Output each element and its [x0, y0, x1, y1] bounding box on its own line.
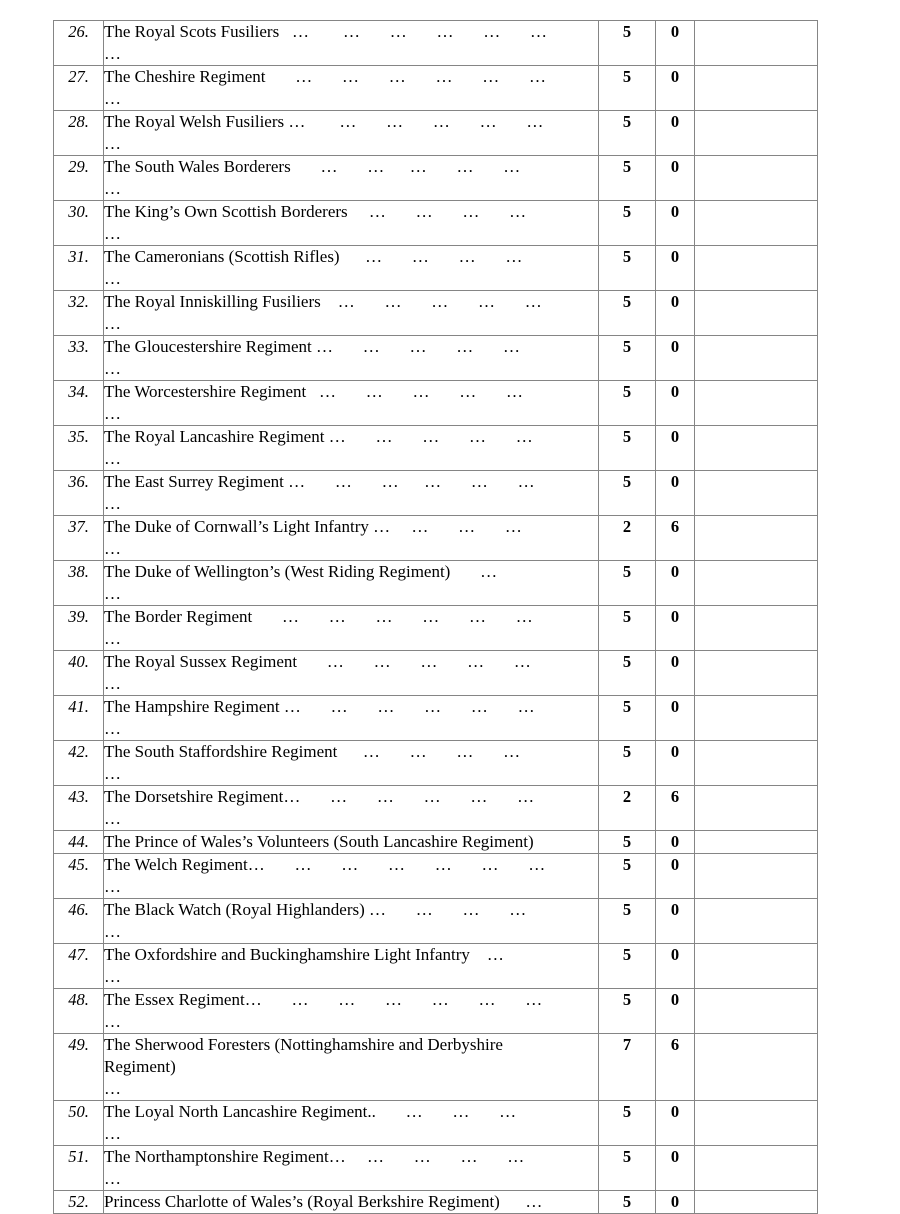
- regiment-name-text: The Cheshire Regiment: [104, 67, 266, 86]
- regiment-name: [104, 854, 599, 899]
- row-number: 48.: [54, 989, 104, 1034]
- value-primary: 2: [599, 516, 656, 561]
- leader-dots: … … … … … …: [261, 990, 543, 1009]
- value-primary: 5: [599, 561, 656, 606]
- notes-cell: [695, 246, 818, 291]
- regiment-name: [104, 471, 599, 516]
- row-number: 33.: [54, 336, 104, 381]
- value-secondary: 0: [656, 246, 695, 291]
- regiment-name: [104, 786, 599, 831]
- leader-dots: …: [450, 562, 498, 581]
- regiment-name: [104, 156, 599, 201]
- leader-dots-tail: …: [104, 404, 121, 423]
- row-number: 34.: [54, 381, 104, 426]
- leader-dots: … … … … …: [320, 292, 542, 311]
- value-primary: 5: [599, 66, 656, 111]
- regiment-name-text: The Border Regiment: [104, 607, 253, 626]
- row-number: 44.: [54, 831, 104, 854]
- leader-dots-tail: …: [104, 134, 121, 153]
- value-secondary: 0: [656, 944, 695, 989]
- leader-dots-tail: …: [104, 1079, 121, 1098]
- row-number: 47.: [54, 944, 104, 989]
- value-secondary: 6: [656, 786, 695, 831]
- value-primary: 5: [599, 854, 656, 899]
- value-secondary: 0: [656, 899, 695, 944]
- regiment-name: [104, 831, 599, 854]
- notes-cell: [695, 66, 818, 111]
- leader-dots: … … … …: [345, 427, 533, 446]
- leader-dots: … … … …: [339, 247, 523, 266]
- value-primary: 5: [599, 651, 656, 696]
- leader-dots-tail: …: [104, 1169, 121, 1188]
- value-secondary: 0: [656, 426, 695, 471]
- notes-cell: [695, 854, 818, 899]
- value-secondary: 6: [656, 1034, 695, 1101]
- regiment-name-text: The Duke of Wellington’s (West Riding Regiment): [104, 562, 451, 581]
- regiment-name: [104, 651, 599, 696]
- leader-dots: … … … … …: [305, 472, 535, 491]
- value-primary: 7: [599, 1034, 656, 1101]
- leader-dots-tail: …: [104, 809, 121, 828]
- value-primary: 5: [599, 989, 656, 1034]
- regiment-name-text: The Cameronians (Scottish Rifles): [104, 247, 340, 266]
- regiment-name-text: The Essex Regiment…: [104, 990, 262, 1009]
- row-number: 32.: [54, 291, 104, 336]
- leader-dots-tail: …: [104, 449, 121, 468]
- leader-dots: … … … … …: [300, 787, 535, 806]
- regiment-name-text: The Prince of Wales’s Volunteers (South Lancashire Regiment): [104, 832, 534, 851]
- regiment-name: [104, 1034, 599, 1101]
- table-row: [54, 156, 818, 201]
- regiment-name: [104, 561, 599, 606]
- row-number: 37.: [54, 516, 104, 561]
- regiment-name: [104, 201, 599, 246]
- value-primary: 5: [599, 291, 656, 336]
- table-row: [54, 21, 818, 66]
- table-row: [54, 336, 818, 381]
- notes-cell: [695, 944, 818, 989]
- row-number: 29.: [54, 156, 104, 201]
- value-primary: 5: [599, 201, 656, 246]
- value-secondary: 0: [656, 741, 695, 786]
- table-row: [54, 246, 818, 291]
- leader-dots-tail: …: [104, 719, 121, 738]
- leader-dots-tail: …: [104, 89, 121, 108]
- regiment-name-text-continued: Regiment): [104, 1057, 176, 1076]
- regiment-name-text: The Royal Sussex Regiment: [104, 652, 298, 671]
- value-secondary: 0: [656, 696, 695, 741]
- regiment-name-text: The Royal Scots Fusiliers: [104, 22, 280, 41]
- row-number: 27.: [54, 66, 104, 111]
- value-secondary: 0: [656, 381, 695, 426]
- regiment-name: [104, 944, 599, 989]
- table-row: [54, 471, 818, 516]
- regiment-name: [104, 246, 599, 291]
- value-primary: 5: [599, 471, 656, 516]
- leader-dots: … … … …: [337, 742, 521, 761]
- notes-cell: [695, 381, 818, 426]
- value-secondary: 0: [656, 291, 695, 336]
- leader-dots-tail: …: [104, 967, 121, 986]
- value-primary: 5: [599, 1101, 656, 1146]
- row-number: 40.: [54, 651, 104, 696]
- notes-cell: [695, 471, 818, 516]
- row-number: 39.: [54, 606, 104, 651]
- regiment-name-text: The South Wales Borderers: [104, 157, 291, 176]
- value-primary: 5: [599, 741, 656, 786]
- leader-dots-tail: …: [104, 539, 121, 558]
- regiment-name: [104, 1191, 599, 1214]
- value-secondary: 0: [656, 336, 695, 381]
- value-primary: 2: [599, 786, 656, 831]
- table-row: [54, 1101, 818, 1146]
- value-secondary: 0: [656, 156, 695, 201]
- table-row: [54, 696, 818, 741]
- notes-cell: [695, 291, 818, 336]
- row-number: 30.: [54, 201, 104, 246]
- notes-cell: [695, 1101, 818, 1146]
- notes-cell: [695, 1034, 818, 1101]
- notes-cell: [695, 561, 818, 606]
- notes-cell: [695, 201, 818, 246]
- notes-cell: [695, 989, 818, 1034]
- leader-dots-tail: …: [104, 764, 121, 783]
- leader-dots: … … … … … …: [264, 855, 546, 874]
- row-number: 35.: [54, 426, 104, 471]
- leader-dots: … … … … …: [300, 697, 535, 716]
- value-secondary: 0: [656, 1191, 695, 1214]
- value-primary: 5: [599, 246, 656, 291]
- notes-cell: [695, 1146, 818, 1191]
- value-secondary: 0: [656, 471, 695, 516]
- value-secondary: 0: [656, 831, 695, 854]
- regiment-name: [104, 66, 599, 111]
- regiment-name: [104, 741, 599, 786]
- notes-cell: [695, 336, 818, 381]
- table-row: [54, 989, 818, 1034]
- notes-cell: [695, 696, 818, 741]
- value-secondary: 0: [656, 1101, 695, 1146]
- notes-cell: [695, 606, 818, 651]
- regiment-listing-table: [53, 20, 818, 1214]
- leader-dots: …: [499, 1192, 543, 1211]
- row-number: 46.: [54, 899, 104, 944]
- leader-dots-tail: …: [104, 359, 121, 378]
- regiment-name-text: The Sherwood Foresters (Nottinghamshire and Derbyshire: [104, 1035, 503, 1054]
- table-row: [54, 1191, 818, 1214]
- value-primary: 5: [599, 831, 656, 854]
- leader-dots-tail: …: [104, 44, 121, 63]
- leader-dots: … … …: [390, 517, 522, 536]
- regiment-name: [104, 381, 599, 426]
- table-row: [54, 651, 818, 696]
- value-primary: 5: [599, 1146, 656, 1191]
- table-row: [54, 899, 818, 944]
- regiment-name-text: The Duke of Cornwall’s Light Infantry …: [104, 517, 391, 536]
- notes-cell: [695, 111, 818, 156]
- notes-cell: [695, 516, 818, 561]
- leader-dots-tail: …: [104, 179, 121, 198]
- leader-dots: … … … …: [347, 202, 527, 221]
- value-secondary: 0: [656, 21, 695, 66]
- table-row: [54, 741, 818, 786]
- row-number: 26.: [54, 21, 104, 66]
- leader-dots-tail: …: [104, 314, 121, 333]
- value-secondary: 0: [656, 201, 695, 246]
- leader-dots: … … … … …: [290, 157, 521, 176]
- leader-dots-tail: …: [104, 877, 121, 896]
- regiment-name-text: The Royal Welsh Fusiliers …: [104, 112, 306, 131]
- leader-dots-tail: …: [104, 1124, 121, 1143]
- leader-dots-tail: …: [104, 584, 121, 603]
- regiment-name: [104, 111, 599, 156]
- notes-cell: [695, 786, 818, 831]
- regiment-name-text: The King’s Own Scottish Borderers: [104, 202, 348, 221]
- table-row: [54, 381, 818, 426]
- regiment-name-text: The Hampshire Regiment …: [104, 697, 301, 716]
- regiment-name: [104, 336, 599, 381]
- leader-dots: … … … … … …: [265, 67, 546, 86]
- row-number: 49.: [54, 1034, 104, 1101]
- notes-cell: [695, 426, 818, 471]
- leader-dots-tail: …: [104, 494, 121, 513]
- leader-dots: … … … …: [345, 1147, 525, 1166]
- table-row: [54, 66, 818, 111]
- table-row: [54, 1034, 818, 1101]
- value-secondary: 6: [656, 516, 695, 561]
- row-number: 45.: [54, 854, 104, 899]
- regiment-name-text: The South Staffordshire Regiment: [104, 742, 338, 761]
- regiment-name-text: The East Surrey Regiment …: [104, 472, 306, 491]
- regiment-name: [104, 1101, 599, 1146]
- row-number: 41.: [54, 696, 104, 741]
- value-primary: 5: [599, 381, 656, 426]
- value-primary: 5: [599, 21, 656, 66]
- regiment-name-text: Princess Charlotte of Wales’s (Royal Berkshire Regiment): [104, 1192, 500, 1211]
- row-number: 52.: [54, 1191, 104, 1214]
- leader-dots-tail: …: [104, 629, 121, 648]
- regiment-name: [104, 21, 599, 66]
- value-secondary: 0: [656, 651, 695, 696]
- notes-cell: [695, 741, 818, 786]
- row-number: 38.: [54, 561, 104, 606]
- table-row: [54, 606, 818, 651]
- notes-cell: [695, 1191, 818, 1214]
- regiment-name-text: The Welch Regiment…: [104, 855, 265, 874]
- table-row: [54, 944, 818, 989]
- notes-cell: [695, 156, 818, 201]
- regiment-name-text: The Worcestershire Regiment: [104, 382, 307, 401]
- row-number: 42.: [54, 741, 104, 786]
- regiment-name: [104, 899, 599, 944]
- table-row: [54, 561, 818, 606]
- notes-cell: [695, 831, 818, 854]
- leader-dots: … … … … …: [305, 112, 544, 131]
- table-row: [54, 111, 818, 156]
- value-primary: 5: [599, 156, 656, 201]
- value-primary: 5: [599, 944, 656, 989]
- regiment-name: [104, 696, 599, 741]
- row-number: 51.: [54, 1146, 104, 1191]
- regiment-name-text: The Royal Inniskilling Fusiliers: [104, 292, 321, 311]
- table-row: [54, 831, 818, 854]
- leader-dots: … … … … …: [297, 652, 531, 671]
- regiment-name-text: The Northamptonshire Regiment…: [104, 1147, 346, 1166]
- row-number: 36.: [54, 471, 104, 516]
- regiment-name: [104, 1146, 599, 1191]
- table-row: [54, 201, 818, 246]
- value-primary: 5: [599, 1191, 656, 1214]
- table-body: [54, 21, 818, 1214]
- regiment-name-text: The Dorsetshire Regiment…: [104, 787, 301, 806]
- value-primary: 5: [599, 336, 656, 381]
- leader-dots-tail: …: [104, 674, 121, 693]
- leader-dots: …: [469, 945, 504, 964]
- value-secondary: 0: [656, 989, 695, 1034]
- table-row: [54, 426, 818, 471]
- regiment-name: [104, 291, 599, 336]
- value-secondary: 0: [656, 606, 695, 651]
- table-row: [54, 1146, 818, 1191]
- row-number: 28.: [54, 111, 104, 156]
- regiment-name-text: The Oxfordshire and Buckinghamshire Light Infantry: [104, 945, 470, 964]
- leader-dots: … … … …: [332, 337, 520, 356]
- leader-dots: … … … … … …: [252, 607, 533, 626]
- notes-cell: [695, 651, 818, 696]
- leader-dots-tail: …: [104, 269, 121, 288]
- notes-cell: [695, 21, 818, 66]
- row-number: 50.: [54, 1101, 104, 1146]
- table-row: [54, 786, 818, 831]
- table-row: [54, 854, 818, 899]
- value-secondary: 0: [656, 561, 695, 606]
- value-primary: 5: [599, 899, 656, 944]
- notes-cell: [695, 899, 818, 944]
- value-secondary: 0: [656, 66, 695, 111]
- leader-dots: … … …: [386, 900, 527, 919]
- regiment-name: [104, 426, 599, 471]
- regiment-name: [104, 989, 599, 1034]
- leader-dots-tail: …: [104, 922, 121, 941]
- regiment-name-text: The Gloucestershire Regiment …: [104, 337, 333, 356]
- row-number: 31.: [54, 246, 104, 291]
- value-primary: 5: [599, 426, 656, 471]
- leader-dots: … … … … …: [306, 382, 523, 401]
- leader-dots: … … … … … …: [279, 22, 547, 41]
- value-primary: 5: [599, 111, 656, 156]
- regiment-name: [104, 516, 599, 561]
- value-secondary: 0: [656, 854, 695, 899]
- leader-dots: … … …: [375, 1102, 517, 1121]
- table-row: [54, 291, 818, 336]
- row-number: 43.: [54, 786, 104, 831]
- value-secondary: 0: [656, 111, 695, 156]
- regiment-name: [104, 606, 599, 651]
- leader-dots-tail: …: [104, 224, 121, 243]
- regiment-name-text: The Royal Lancashire Regiment …: [104, 427, 346, 446]
- value-primary: 5: [599, 606, 656, 651]
- value-primary: 5: [599, 696, 656, 741]
- table-row: [54, 516, 818, 561]
- value-secondary: 0: [656, 1146, 695, 1191]
- regiment-name-text: The Loyal North Lancashire Regiment..: [104, 1102, 376, 1121]
- leader-dots-tail: …: [104, 1012, 121, 1031]
- regiment-name-text: The Black Watch (Royal Highlanders) …: [104, 900, 387, 919]
